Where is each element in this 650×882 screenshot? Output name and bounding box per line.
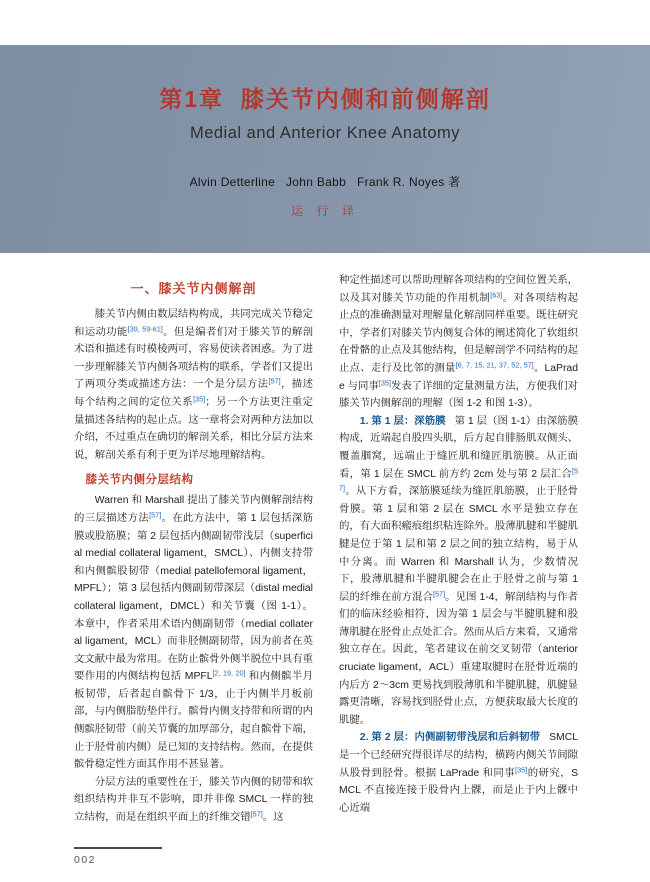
section-heading-medial-anatomy: 一、膝关节内侧解剖 [130, 281, 257, 296]
layer-2-label: 2. 第 2 层：内侧副韧带浅层和后斜韧带 [359, 732, 541, 744]
chapter-header [0, 45, 650, 253]
subheading-layered-structure: 膝关节内侧分层结构 [85, 474, 194, 487]
layer-1-label: 1. 第 1 层：深筋膜 [359, 415, 446, 427]
chapter-subtitle-english: Medial and Anterior Knee Anatomy [189, 124, 461, 142]
footer-rule [74, 847, 162, 849]
paragraph-layer-2 [339, 729, 578, 817]
authors-line: Alvin Detterline John Babb Frank R. Noyes 著 [189, 175, 461, 189]
layer-2-text: SMCL 是一个已经研究得很详尽的结构，横跨内侧关节间隙从股骨到胫骨。根据 LaPrade 和同事[35]的研究，SMCL 不直接连接于股骨内上髁，而是止于内上髁中心近端 [339, 732, 578, 814]
paragraph-intro: 膝关节内侧由数层结构构成，共同完成关节稳定和运动功能[39, 59-61]。但是编者们对于膝关节的解剖术语和描述有时模棱两可，容易使读者困惑。为了进一步理解膝关节内侧各项结构的联系，学者们又提出了两项分类或描述方法：一个是分层方法[57]，描述每个结构之间的定位关系[35]；另一个方法更注重定量描述各结构的起止点。这一章将会对两种方法加以介绍，不过重点在确切的解剖关系，相比分层方法来说，解剖关系有利于更为详尽地理解结构。 [74, 309, 314, 461]
layer-1-text: 第 1 层（图 1-1）由深筋膜构成，近端起自股四头肌，后方起自腓肠肌双侧头、覆盖腘窝，远端止于缝匠肌和缝匠肌筋膜。从正面看，第 1 层在 SMCL 前方约 2cm 处与第 2 层汇合[57]。从下方看，深筋膜延续为缝匠肌筋膜，止于胫骨骨膜。第 1 层和第 2 层在 SMCL 水平是独立存在的，有大面积瘢痕组织粘连除外。股薄肌腱和半腱肌腱是位于第 1 层和第 2 层之间的独立结构，易于从中分离。而 Warren 和 Marshall 认为，少数情况下，股薄肌腱和半腱肌腱会在止于胫骨之前与第 1 层的纤维在前方混合[57]。见图 1-4，解剖结构与作者们的临床经验相符，因为第 1 层会与半腱肌腱和股薄肌腱在胫骨止点处汇合。然而从后方来看，又通常独立存在。因此，笔者建议在前交叉韧带（anterior cruciate ligament，ACL）重建取腱时在胫骨近端的内后方 2～3cm 更易找到股薄肌和半腱肌腱，肌腱显露更清晰，容易找到胫骨止点，方便获取最大长度的肌腱。 [339, 415, 578, 726]
paragraph-layer-importance: 分层方法的重要性在于，膝关节内侧的韧带和软组织结构并非互不影响，即并非像 SMCL 一样的独立结构，而是在组织平面上的纤维交错[57]。这 [74, 776, 313, 824]
paragraph-layer-1 [339, 413, 578, 730]
chapter-title: 第1章 膝关节内侧和前侧解剖 [159, 86, 491, 112]
paragraph-continued: 种定性描述可以帮助理解各项结构的空间位置关系，以及其对膝关节功能的作用机制[63]。对各项结构起止点的准确测量对理解量化解剖同样重要。既往研究中，学者们对膝关节内侧复合体的阐述简化了软组织在骨骼的止点及其他结构，但是解剖学不同结构的起止点、走行及比邻的测量[6, 7, 15, 21, 37, 52, 57]。LaPrade 与同事[35]发表了详细的定量测量方法，方便我们对膝关节内侧解剖的理解（图 1-2 和图 1-3）。 [339, 275, 578, 410]
two-column-body [74, 272, 578, 840]
page-footer [74, 847, 162, 866]
right-column [339, 272, 578, 840]
page-number: 002 [74, 854, 97, 866]
translator-line: 运 行 译 [291, 204, 359, 218]
paragraph-three-layer-method: Warren 和 Marshall 提出了膝关节内侧解剖结构的三层描述方法[57]。在此方法中，第 1 层包括深筋膜或股筋膜；第 2 层包括内侧副韧带浅层（superficial medial collateral ligament，SMCL）、内侧支持带和内侧髌股韧带（medial patellofemoral ligament，MPFL）；第 3 层包括内侧副韧带深层（distal medial collateral ligament，DMCL）和关节囊（图 1-1）。本章中，作者采用术语内侧副韧带（medial collateral ligament，MCL）而非胫侧副韧带，因为前者在英文文献中最为常用。在防止髌骨外侧半脱位中具有重要作用的内侧结构包括 MPFL[2, 19, 20] 和内侧髌半月板韧带，后者起自髌骨下 1/3，止于内侧半月板前部，与内侧脂肪垫伴行。髌骨内侧支持带和所谓的内侧髌胫韧带（前关节囊的加厚部分，起自髌骨下端，止于胫骨前内侧）是已知的支持结构。然而，在提供髌骨稳定性方面其作用不甚显著。 [74, 495, 313, 771]
left-column [74, 272, 313, 840]
